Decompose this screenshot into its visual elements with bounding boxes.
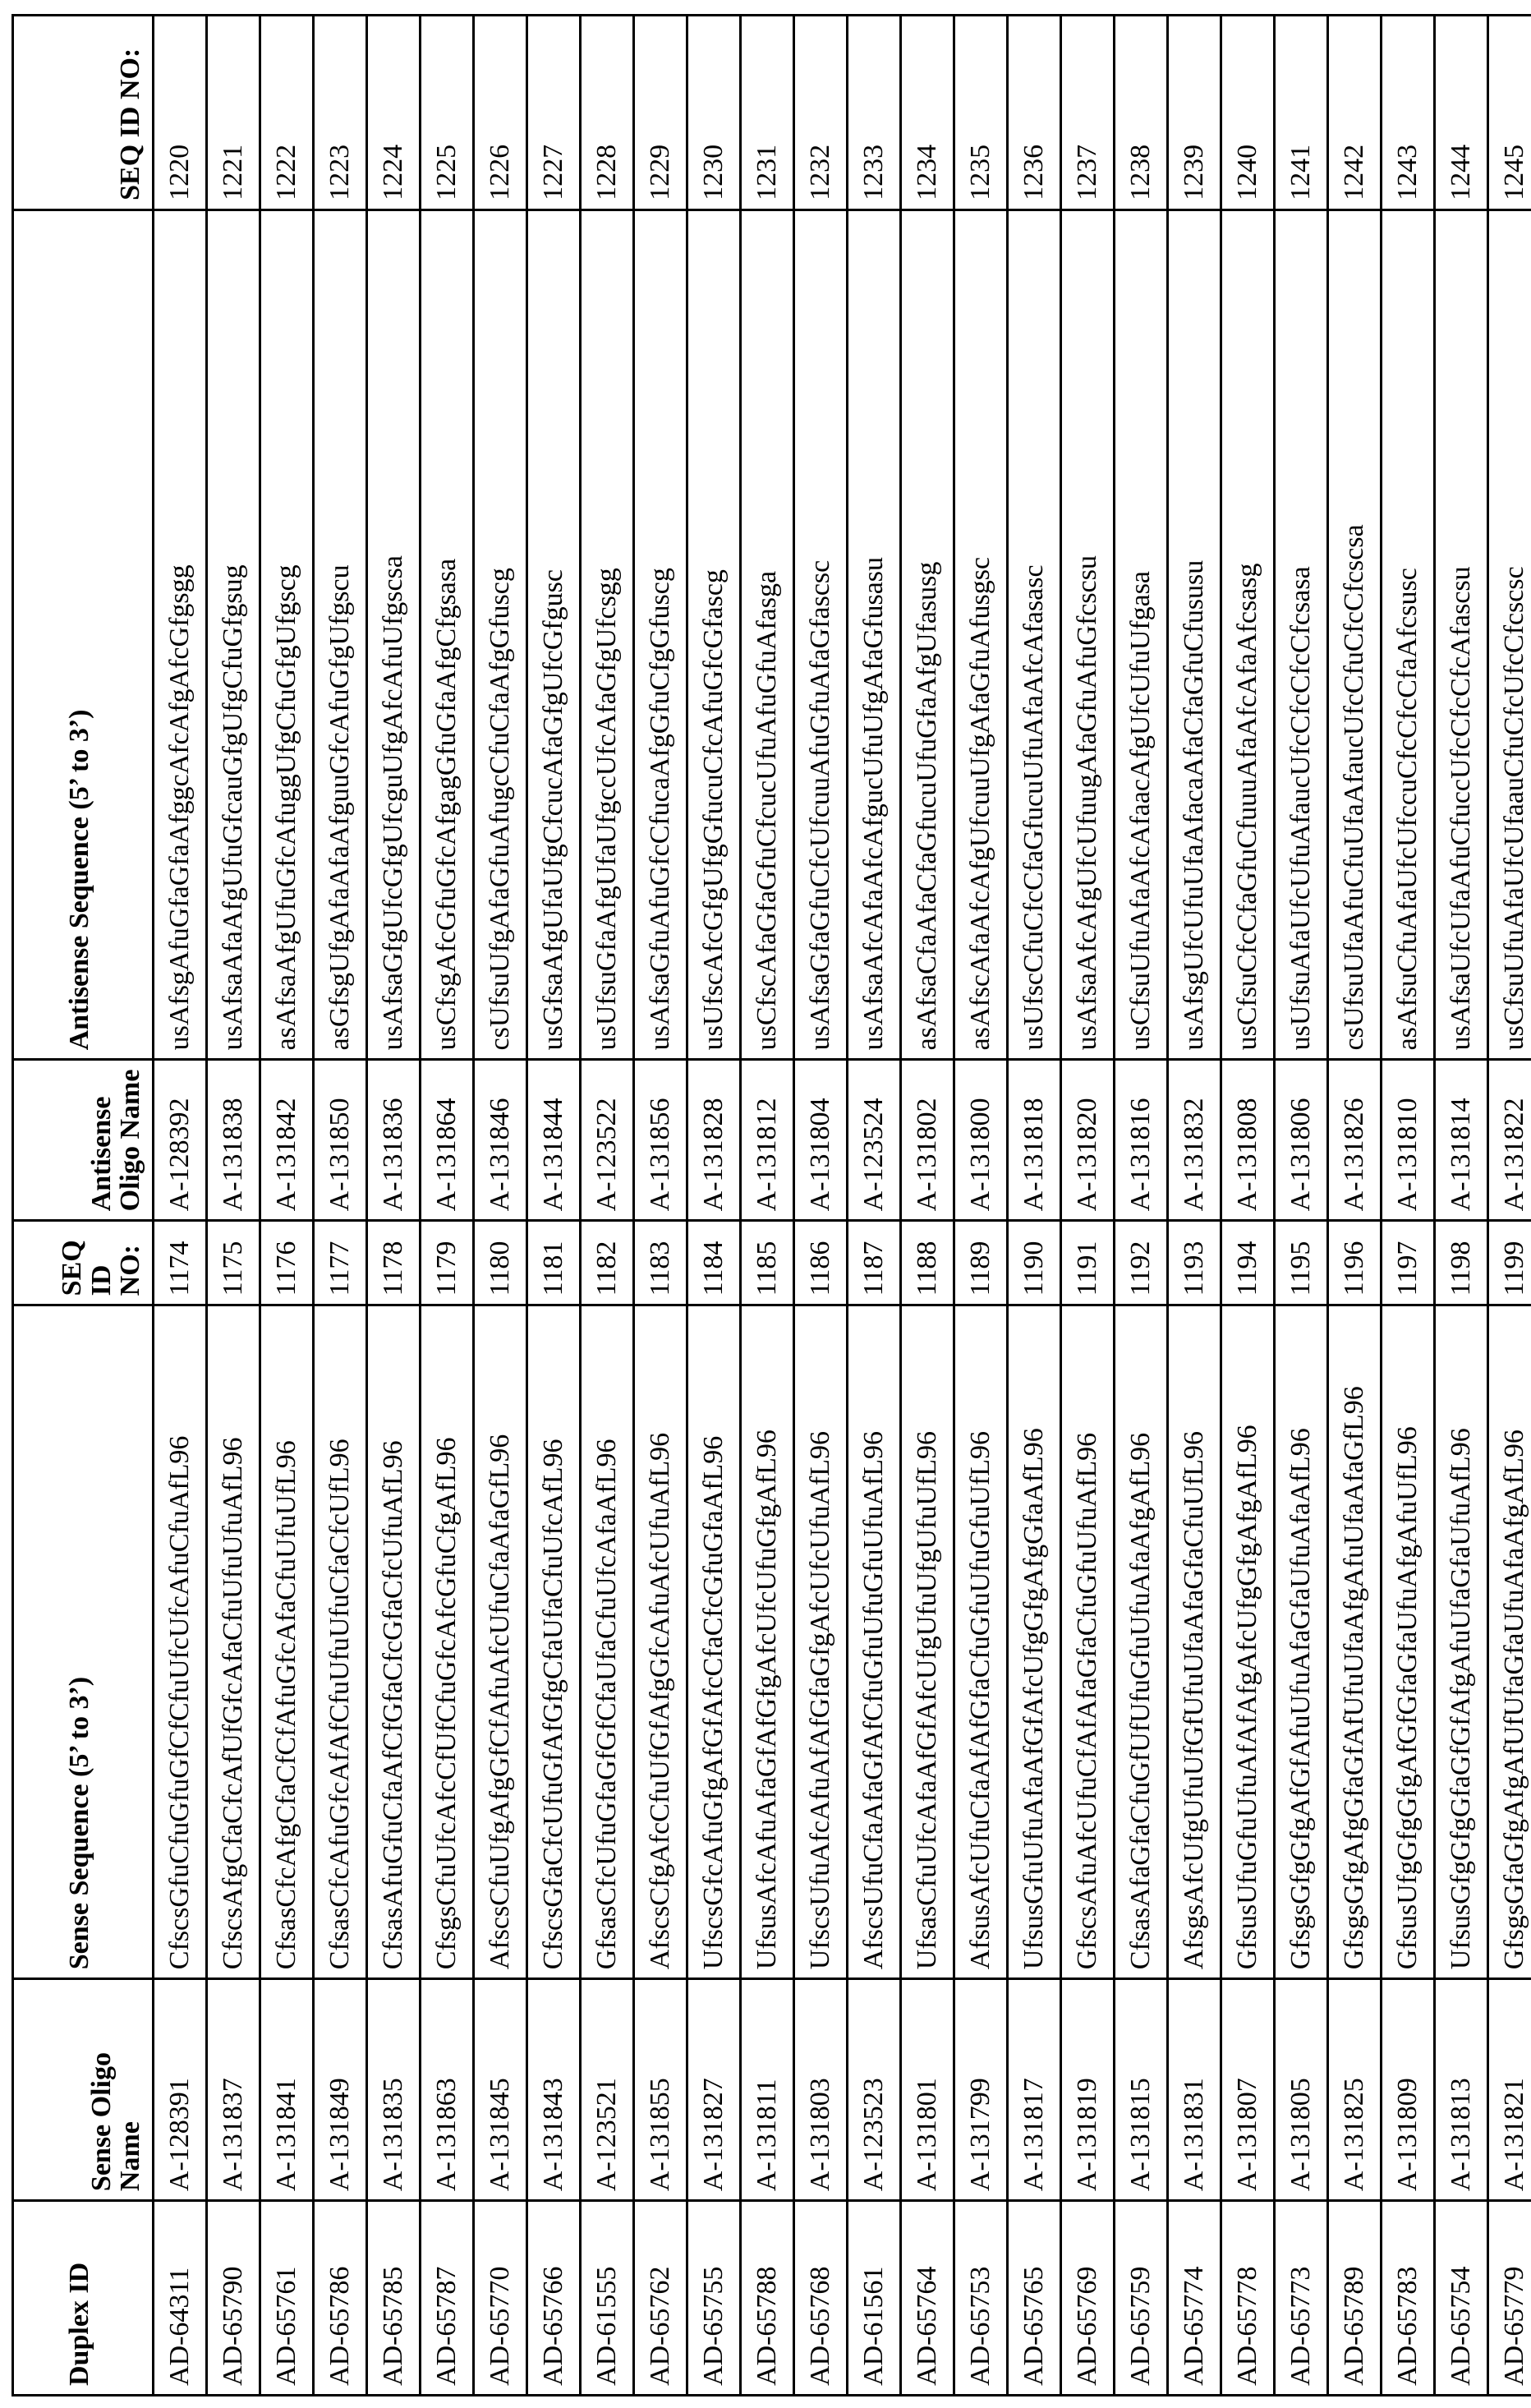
sense-seq-id-cell: 1181 — [527, 1221, 581, 1305]
sense-sequence-cell: CfscsGfaCfcUfuGfAfGfgCfaUfaCfuUfcAfL96 — [527, 1305, 581, 1979]
sense-seq-id-cell: 1198 — [1435, 1221, 1488, 1305]
sense-seq-id-cell: 1182 — [581, 1221, 634, 1305]
sense-oligo-name-cell: A-131835 — [367, 1979, 421, 2201]
table-row — [687, 16, 741, 2396]
duplex-id-cell: AD-65755 — [687, 2201, 741, 2396]
header-sense-sequence: Sense Sequence (5’ to 3’) — [13, 1305, 154, 1979]
duplex-id-cell: AD-65786 — [314, 2201, 367, 2396]
rotated-page — [0, 0, 1531, 2408]
sense-sequence-cell: AfsusAfcUfuCfaAfAfGfaCfuGfuUfuGfuUfL96 — [954, 1305, 1008, 1979]
sense-oligo-name-cell: A-131801 — [901, 1979, 954, 2201]
sense-sequence-cell: AfscsUfuCfaAfaGfAfCfuGfuUfuGfuUfuAfL96 — [848, 1305, 901, 1979]
antisense-seq-id-cell: 1230 — [687, 16, 741, 210]
duplex-id-cell: AD-65765 — [1008, 2201, 1061, 2396]
antisense-seq-id-cell: 1222 — [260, 16, 314, 210]
table-row — [527, 16, 581, 2396]
antisense-seq-id-cell: 1237 — [1061, 16, 1115, 210]
antisense-oligo-name-cell: A-131836 — [367, 1060, 421, 1221]
antisense-sequence-cell: asAfsaAfgUfuGfcAfuggUfgCfuGfgUfgscg — [260, 209, 314, 1060]
antisense-seq-id-cell: 1239 — [1168, 16, 1221, 210]
sense-oligo-name-cell: A-131815 — [1115, 1979, 1168, 2201]
sense-seq-id-cell: 1197 — [1382, 1221, 1435, 1305]
table-row — [634, 16, 687, 2396]
table-row — [1221, 16, 1275, 2396]
table-row — [1008, 16, 1061, 2396]
duplex-id-cell: AD-65770 — [474, 2201, 527, 2396]
sense-seq-id-cell: 1184 — [687, 1221, 741, 1305]
table-row — [421, 16, 474, 2396]
antisense-oligo-name-cell: A-131832 — [1168, 1060, 1221, 1221]
antisense-oligo-name-cell: A-131818 — [1008, 1060, 1061, 1221]
duplex-id-cell: AD-65779 — [1488, 2201, 1531, 2396]
antisense-seq-id-cell: 1232 — [794, 16, 848, 210]
antisense-oligo-name-cell: A-131864 — [421, 1060, 474, 1221]
sense-sequence-cell: GfscsAfuAfcUfuCfAfAfaGfaCfuGfuUfuAfL96 — [1061, 1305, 1115, 1979]
table-row — [1488, 16, 1531, 2396]
duplex-id-cell: AD-65787 — [421, 2201, 474, 2396]
duplex-id-cell: AD-65759 — [1115, 2201, 1168, 2396]
duplex-id-cell: AD-65783 — [1382, 2201, 1435, 2396]
table-row — [581, 16, 634, 2396]
antisense-sequence-cell: usAfsgAfuGfaGfaAfggcAfcAfgAfcGfgsgg — [154, 209, 207, 1060]
table-row — [741, 16, 794, 2396]
header-sense-oligo-name: Sense Oligo Name — [13, 1979, 154, 2201]
antisense-seq-id-cell: 1220 — [154, 16, 207, 210]
antisense-oligo-name-cell: A-131842 — [260, 1060, 314, 1221]
header-sense-seq-id: SEQ ID NO: — [13, 1221, 154, 1305]
duplex-table — [11, 14, 1531, 2396]
table-row — [260, 16, 314, 2396]
sense-sequence-cell: UfsusAfcAfuAfaGfAfGfgAfcUfcUfuGfgAfL96 — [741, 1305, 794, 1979]
duplex-id-cell: AD-65764 — [901, 2201, 954, 2396]
sense-sequence-cell: CfsasAfuGfuCfaAfCfGfaCfcGfaCfcUfuAfL96 — [367, 1305, 421, 1979]
duplex-id-cell: AD-65790 — [207, 2201, 260, 2396]
antisense-oligo-name-cell: A-131808 — [1221, 1060, 1275, 1221]
antisense-seq-id-cell: 1225 — [421, 16, 474, 210]
duplex-id-cell: AD-65788 — [741, 2201, 794, 2396]
sense-sequence-cell: CfsgsCfuUfcAfcCfUfCfuGfcAfcGfuCfgAfL96 — [421, 1305, 474, 1979]
sense-oligo-name-cell: A-123523 — [848, 1979, 901, 2201]
duplex-id-cell: AD-65754 — [1435, 2201, 1488, 2396]
antisense-oligo-name-cell: A-131804 — [794, 1060, 848, 1221]
antisense-oligo-name-cell: A-123522 — [581, 1060, 634, 1221]
sense-seq-id-cell: 1192 — [1115, 1221, 1168, 1305]
antisense-oligo-name-cell: A-131844 — [527, 1060, 581, 1221]
sense-seq-id-cell: 1195 — [1275, 1221, 1328, 1305]
antisense-seq-id-cell: 1245 — [1488, 16, 1531, 210]
sense-seq-id-cell: 1183 — [634, 1221, 687, 1305]
table-row — [1328, 16, 1382, 2396]
duplex-id-cell: AD-65768 — [794, 2201, 848, 2396]
table-row — [314, 16, 367, 2396]
table-row — [1382, 16, 1435, 2396]
antisense-oligo-name-cell: A-131806 — [1275, 1060, 1328, 1221]
antisense-seq-id-cell: 1238 — [1115, 16, 1168, 210]
antisense-seq-id-cell: 1243 — [1382, 16, 1435, 210]
antisense-seq-id-cell: 1240 — [1221, 16, 1275, 210]
antisense-oligo-name-cell: A-128392 — [154, 1060, 207, 1221]
sense-oligo-name-cell: A-131811 — [741, 1979, 794, 2201]
antisense-sequence-cell: usAfsaGfuAfuGfcCfucaAfgGfuCfgGfuscg — [634, 209, 687, 1060]
antisense-sequence-cell: usGfsaAfgUfaUfgCfcucAfaGfgUfcGfgusc — [527, 209, 581, 1060]
antisense-seq-id-cell: 1229 — [634, 16, 687, 210]
sense-seq-id-cell: 1186 — [794, 1221, 848, 1305]
antisense-oligo-name-cell: A-131810 — [1382, 1060, 1435, 1221]
antisense-seq-id-cell: 1231 — [741, 16, 794, 210]
header-row — [13, 16, 154, 2396]
antisense-oligo-name-cell: A-131812 — [741, 1060, 794, 1221]
sense-sequence-cell: AfscsCfuUfgAfgGfCfAfuAfcUfuCfaAfaGfL96 — [474, 1305, 527, 1979]
sense-seq-id-cell: 1196 — [1328, 1221, 1382, 1305]
antisense-seq-id-cell: 1226 — [474, 16, 527, 210]
duplex-id-cell: AD-65762 — [634, 2201, 687, 2396]
duplex-id-cell: AD-65789 — [1328, 2201, 1382, 2396]
table-row — [1115, 16, 1168, 2396]
sense-oligo-name-cell: A-131805 — [1275, 1979, 1328, 2201]
antisense-oligo-name-cell: A-123524 — [848, 1060, 901, 1221]
table-row — [794, 16, 848, 2396]
antisense-seq-id-cell: 1227 — [527, 16, 581, 210]
antisense-seq-id-cell: 1221 — [207, 16, 260, 210]
sense-sequence-cell: UfscsGfcAfuGfgAfGfAfcCfaCfcGfuGfaAfL96 — [687, 1305, 741, 1979]
sense-sequence-cell: AfsgsAfcUfgUfuUfGfUfuUfaAfaGfaCfuUfL96 — [1168, 1305, 1221, 1979]
sense-oligo-name-cell: A-131845 — [474, 1979, 527, 2201]
table-row — [901, 16, 954, 2396]
antisense-seq-id-cell: 1228 — [581, 16, 634, 210]
antisense-sequence-cell: usAfsaAfaAfgUfuGfcauGfgUfgCfuGfgsug — [207, 209, 260, 1060]
sense-seq-id-cell: 1193 — [1168, 1221, 1221, 1305]
antisense-oligo-name-cell: A-131802 — [901, 1060, 954, 1221]
table-row — [367, 16, 421, 2396]
antisense-oligo-name-cell: A-131838 — [207, 1060, 260, 1221]
duplex-id-cell: AD-65785 — [367, 2201, 421, 2396]
antisense-sequence-cell: asGfsgUfgAfaAfaAfguuGfcAfuGfgUfgscu — [314, 209, 367, 1060]
sense-oligo-name-cell: A-131819 — [1061, 1979, 1115, 2201]
sense-sequence-cell: GfsusUfgGfgGfgAfGfGfaGfaUfuAfgAfuUfL96 — [1382, 1305, 1435, 1979]
antisense-sequence-cell: usAfsaAfcAfaAfcAfgucUfuUfgAfaGfusasu — [848, 209, 901, 1060]
antisense-sequence-cell: usCfsuCfcCfaGfuCfuuuAfaAfcAfaAfcsasg — [1221, 209, 1275, 1060]
sense-seq-id-cell: 1176 — [260, 1221, 314, 1305]
antisense-sequence-cell: asAfsaCfaAfaCfaGfucuUfuGfaAfgUfasusg — [901, 209, 954, 1060]
antisense-seq-id-cell: 1234 — [901, 16, 954, 210]
antisense-oligo-name-cell: A-131846 — [474, 1060, 527, 1221]
sense-oligo-name-cell: A-123521 — [581, 1979, 634, 2201]
sense-sequence-cell: GfsusUfuGfuUfuAfAfAfgAfcUfgGfgAfgAfL96 — [1221, 1305, 1275, 1979]
duplex-id-cell: AD-65766 — [527, 2201, 581, 2396]
table-row — [1275, 16, 1328, 2396]
antisense-oligo-name-cell: A-131800 — [954, 1060, 1008, 1221]
antisense-sequence-cell: usAfsaAfcAfgUfcUfuugAfaGfuAfuGfcscsu — [1061, 209, 1115, 1060]
sense-oligo-name-cell: A-131863 — [421, 1979, 474, 2201]
antisense-sequence-cell: asAfscAfaAfcAfgUfcuuUfgAfaGfuAfusgsc — [954, 209, 1008, 1060]
header-antisense-sequence: Antisense Sequence (5’ to 3’) — [13, 209, 154, 1060]
antisense-sequence-cell: usCfsuUfuAfaAfcAfaacAfgUfcUfuUfgasa — [1115, 209, 1168, 1060]
antisense-sequence-cell: usUfscCfuCfcCfaGfucuUfuAfaAfcAfasasc — [1008, 209, 1061, 1060]
sense-seq-id-cell: 1175 — [207, 1221, 260, 1305]
antisense-seq-id-cell: 1244 — [1435, 16, 1488, 210]
sense-oligo-name-cell: A-131855 — [634, 1979, 687, 2201]
duplex-id-cell: AD-61555 — [581, 2201, 634, 2396]
antisense-oligo-name-cell: A-131816 — [1115, 1060, 1168, 1221]
table-row — [848, 16, 901, 2396]
antisense-sequence-cell: usUfsuGfaAfgUfaUfgccUfcAfaGfgUfcsgg — [581, 209, 634, 1060]
table-row — [1168, 16, 1221, 2396]
table-row — [954, 16, 1008, 2396]
table-row — [154, 16, 207, 2396]
antisense-sequence-cell: csUfsuUfaAfuCfuUfaAfaucUfcCfuCfcCfcscsa — [1328, 209, 1382, 1060]
antisense-oligo-name-cell: A-131820 — [1061, 1060, 1115, 1221]
duplex-id-cell: AD-65753 — [954, 2201, 1008, 2396]
sense-seq-id-cell: 1178 — [367, 1221, 421, 1305]
sense-sequence-cell: CfscsAfgCfaCfcAfUfGfcAfaCfuUfuUfuAfL96 — [207, 1305, 260, 1979]
duplex-id-cell: AD-65778 — [1221, 2201, 1275, 2396]
antisense-oligo-name-cell: A-131814 — [1435, 1060, 1488, 1221]
header-antisense-seq-id: SEQ ID NO: — [13, 16, 154, 210]
sense-sequence-cell: CfscsGfuCfuGfuGfCfCfuUfcUfcAfuCfuAfL96 — [154, 1305, 207, 1979]
sense-oligo-name-cell: A-131817 — [1008, 1979, 1061, 2201]
sense-sequence-cell: GfsgsGfgAfgGfaGfAfUfuUfaAfgAfuUfaAfaGfL96 — [1328, 1305, 1382, 1979]
sense-sequence-cell: CfsasCfcAfuGfcAfAfCfuUfuUfuCfaCfcUfL96 — [314, 1305, 367, 1979]
sense-seq-id-cell: 1177 — [314, 1221, 367, 1305]
antisense-sequence-cell: usAfsaUfcUfaAfuCfuccUfcCfcCfcAfascsu — [1435, 209, 1488, 1060]
antisense-sequence-cell: usAfsgUfcUfuUfaAfacaAfaCfaGfuCfususu — [1168, 209, 1221, 1060]
sense-oligo-name-cell: A-131799 — [954, 1979, 1008, 2201]
sense-seq-id-cell: 1185 — [741, 1221, 794, 1305]
sense-oligo-name-cell: A-131813 — [1435, 1979, 1488, 2201]
antisense-seq-id-cell: 1233 — [848, 16, 901, 210]
sense-sequence-cell: GfsgsGfgGfgAfGfAfuUfuAfaGfaUfuAfaAfL96 — [1275, 1305, 1328, 1979]
sense-sequence-cell: UfsasCfuUfcAfaAfGfAfcUfgUfuUfgUfuUfL96 — [901, 1305, 954, 1979]
sense-sequence-cell: GfsgsGfaGfgAfgAfUfUfaGfaUfuAfaAfgAfL96 — [1488, 1305, 1531, 1979]
antisense-sequence-cell: usUfscAfcGfgUfgGfucuCfcAfuGfcGfascg — [687, 209, 741, 1060]
antisense-oligo-name-cell: A-131828 — [687, 1060, 741, 1221]
antisense-sequence-cell: usUfsuAfaUfcUfuAfaucUfcCfcCfcCfcsasa — [1275, 209, 1328, 1060]
sense-oligo-name-cell: A-131807 — [1221, 1979, 1275, 2201]
sense-oligo-name-cell: A-128391 — [154, 1979, 207, 2201]
duplex-id-cell: AD-65773 — [1275, 2201, 1328, 2396]
sense-sequence-cell: AfscsCfgAfcCfuUfGfAfgGfcAfuAfcUfuAfL96 — [634, 1305, 687, 1979]
duplex-id-cell: AD-65761 — [260, 2201, 314, 2396]
antisense-seq-id-cell: 1241 — [1275, 16, 1328, 210]
sense-seq-id-cell: 1191 — [1061, 1221, 1115, 1305]
antisense-sequence-cell: usCfsuUfuAfaUfcUfaauCfuCfcUfcCfcscsc — [1488, 209, 1531, 1060]
sense-seq-id-cell: 1174 — [154, 1221, 207, 1305]
antisense-sequence-cell: usCfscAfaGfaGfuCfcucUfuAfuGfuAfasga — [741, 209, 794, 1060]
duplex-id-cell: AD-61561 — [848, 2201, 901, 2396]
antisense-seq-id-cell: 1223 — [314, 16, 367, 210]
sense-seq-id-cell: 1194 — [1221, 1221, 1275, 1305]
sense-sequence-cell: CfsasAfaGfaCfuGfUfUfuGfuUfuAfaAfgAfL96 — [1115, 1305, 1168, 1979]
sense-seq-id-cell: 1180 — [474, 1221, 527, 1305]
antisense-oligo-name-cell: A-131856 — [634, 1060, 687, 1221]
antisense-sequence-cell: usCfsgAfcGfuGfcAfgagGfuGfaAfgCfgsasa — [421, 209, 474, 1060]
antisense-seq-id-cell: 1242 — [1328, 16, 1382, 210]
table-row — [207, 16, 260, 2396]
sense-oligo-name-cell: A-131837 — [207, 1979, 260, 2201]
sense-oligo-name-cell: A-131827 — [687, 1979, 741, 2201]
antisense-seq-id-cell: 1224 — [367, 16, 421, 210]
antisense-seq-id-cell: 1236 — [1008, 16, 1061, 210]
sense-sequence-cell: UfscsUfuAfcAfuAfAfGfaGfgAfcUfcUfuAfL96 — [794, 1305, 848, 1979]
sense-oligo-name-cell: A-131831 — [1168, 1979, 1221, 2201]
antisense-seq-id-cell: 1235 — [954, 16, 1008, 210]
sense-oligo-name-cell: A-131841 — [260, 1979, 314, 2201]
table-row — [1061, 16, 1115, 2396]
antisense-sequence-cell: usAfsaGfaGfuCfcUfcuuAfuGfuAfaGfascsc — [794, 209, 848, 1060]
duplex-id-cell: AD-65769 — [1061, 2201, 1115, 2396]
sense-oligo-name-cell: A-131849 — [314, 1979, 367, 2201]
antisense-sequence-cell: csUfsuUfgAfaGfuAfugcCfuCfaAfgGfuscg — [474, 209, 527, 1060]
duplex-id-cell: AD-65774 — [1168, 2201, 1221, 2396]
sense-oligo-name-cell: A-131803 — [794, 1979, 848, 2201]
sense-seq-id-cell: 1188 — [901, 1221, 954, 1305]
antisense-oligo-name-cell: A-131826 — [1328, 1060, 1382, 1221]
sense-oligo-name-cell: A-131843 — [527, 1979, 581, 2201]
duplex-id-cell: AD-64311 — [154, 2201, 207, 2396]
table-row — [474, 16, 527, 2396]
sense-seq-id-cell: 1189 — [954, 1221, 1008, 1305]
sense-seq-id-cell: 1179 — [421, 1221, 474, 1305]
header-duplex-id: Duplex ID — [13, 2201, 154, 2396]
antisense-sequence-cell: usAfsaGfgUfcGfgUfcguUfgAfcAfuUfgscsa — [367, 209, 421, 1060]
sense-seq-id-cell: 1199 — [1488, 1221, 1531, 1305]
sense-sequence-cell: GfsasCfcUfuGfaGfGfCfaUfaCfuUfcAfaAfL96 — [581, 1305, 634, 1979]
header-antisense-oligo-name: Antisense Oligo Name — [13, 1060, 154, 1221]
sense-seq-id-cell: 1190 — [1008, 1221, 1061, 1305]
antisense-oligo-name-cell: A-131822 — [1488, 1060, 1531, 1221]
sense-sequence-cell: UfsusGfgGfgGfaGfGfAfgAfuUfaGfaUfuAfL96 — [1435, 1305, 1488, 1979]
table-row — [1435, 16, 1488, 2396]
sense-oligo-name-cell: A-131821 — [1488, 1979, 1531, 2201]
antisense-sequence-cell: asAfsuCfuAfaUfcUfccuCfcCfcCfaAfcsusc — [1382, 209, 1435, 1060]
sense-oligo-name-cell: A-131825 — [1328, 1979, 1382, 2201]
sense-seq-id-cell: 1187 — [848, 1221, 901, 1305]
antisense-oligo-name-cell: A-131850 — [314, 1060, 367, 1221]
sense-sequence-cell: UfsusGfuUfuAfaAfGfAfcUfgGfgAfgGfaAfL96 — [1008, 1305, 1061, 1979]
sense-sequence-cell: CfsasCfcAfgCfaCfCfAfuGfcAfaCfuUfuUfL96 — [260, 1305, 314, 1979]
sense-oligo-name-cell: A-131809 — [1382, 1979, 1435, 2201]
